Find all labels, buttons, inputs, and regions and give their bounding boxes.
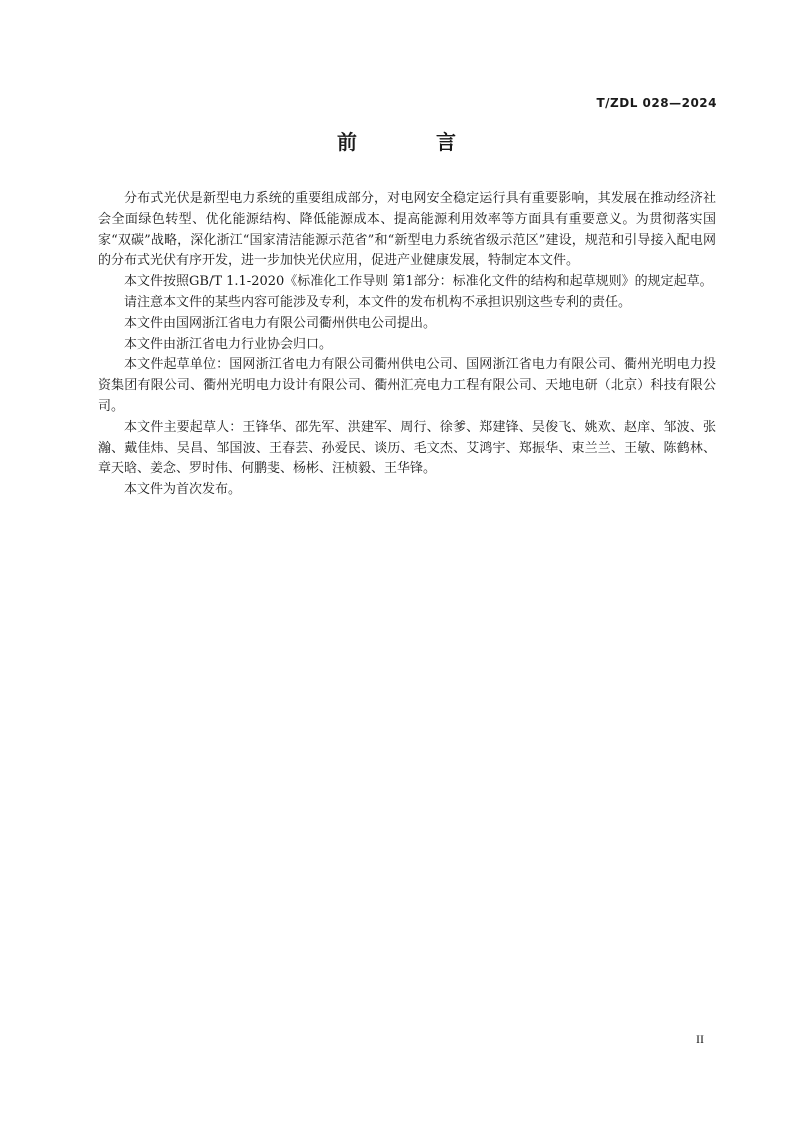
paragraph-background: 分布式光伏是新型电力系统的重要组成部分，对电网安全稳定运行具有重要影响，其发展在推动经济社会全面绿色转型、优化能源结构、降低能源成本、提高能源利用效率等方面具有重要意义。为贯彻落实国家“双碳”战略，深化浙江“国家清洁能源示范省”和“新型电力系统省级示范区”建设，规范和引导接入配电网的分布式光伏有序开发，进一步加快光伏应用，促进产业健康发展，特制定本文件。 xyxy=(98,191,716,269)
paragraph-patent-notice: 请注意本文件的某些内容可能涉及专利，本文件的发布机构不承担识别这些专利的责任。 xyxy=(124,294,632,310)
paragraph-drafters: 本文件主要起草人：王锋华、邵先军、洪建军、周行、徐爹、郑建锋、吴俊飞、姚欢、赵庠、邹波、张瀚、戴佳炜、吴昌、邹国波、王春芸、孙爱民、谈历、毛文杰、艾鸿宇、郑振华、束兰兰、王敏、陈鹤林、章天晗、姜念、罗时伟、何鹏斐、杨彬、汪桢毅、王华锋。 xyxy=(98,419,716,477)
paragraph-drafting-units: 本文件起草单位：国网浙江省电力有限公司衢州供电公司、国网浙江省电力有限公司、衢州光明电力投资集团有限公司、衢州光明电力设计有限公司、衢州汇亮电力工程有限公司、天地电研（北京）科技有限公司。 xyxy=(98,357,716,414)
document-code: T/ZDL 028—2024 xyxy=(596,96,717,110)
page-title: 前 言 xyxy=(337,130,492,154)
paragraph-drafting-rules: 本文件按照GB/T 1.1-2020《标准化工作导则 第1部分：标准化文件的结构和起草规则》的规定起草。 xyxy=(124,274,713,290)
page-number: II xyxy=(696,1032,704,1046)
paragraph-proposer: 本文件由国网浙江省电力有限公司衢州供电公司提出。 xyxy=(124,315,437,331)
paragraph-administrator: 本文件由浙江省电力行业协会归口。 xyxy=(124,336,333,352)
foreword-body xyxy=(98,189,716,501)
paragraph-first-release: 本文件为首次发布。 xyxy=(124,482,242,498)
